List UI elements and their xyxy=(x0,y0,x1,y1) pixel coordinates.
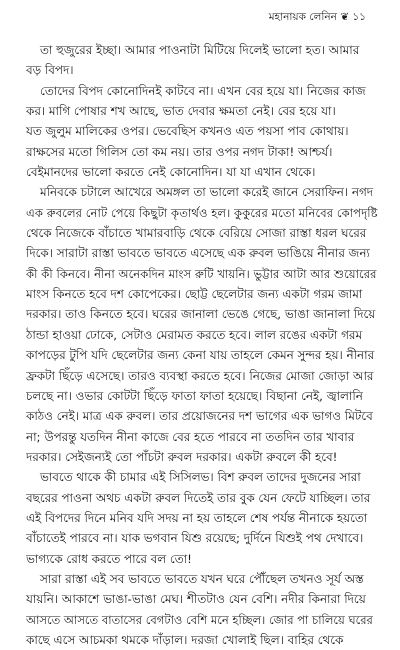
running-head: মহানায়ক লেনিন ❦ ১১ xyxy=(268,11,366,23)
text-line: বছরের পাওনা অথচ একটা রুবল দিতেই তার বুক যেন ফেটে যাচ্ছিল। তার xyxy=(26,490,371,505)
text-line: তোদের বিপদ কোনোদিনই কাটবে না। এখন বের হয়ে যা। নিজের কাজ xyxy=(40,83,366,98)
text-line: যায়নি। আকাশে ভাঙা-ভাঙা মেঘ। শীতটাও যেন বেশি। নদীর কিনারা দিয়ে xyxy=(26,592,366,607)
text-line: যত জুলুম মালিকের ওপর। ভেবেছিস কখনও এত পয়সা পাব কোথায়। xyxy=(26,124,349,139)
text-line: মাংস কিনতে হবে দশ কোপেকের। ছোট্ট ছেলেটার জন্য একটা গরম জামা xyxy=(26,287,363,302)
text-line: ভাবতে থাকে কী চামার এই সিসিলভ। বিশ রুবল তাদের দুজনের সারা xyxy=(40,470,361,485)
text-line: কী কী কিনবে। নীনা অনেকদিন মাংস রুটি খায়নি। ভুট্টার আটা আর শুয়োরের xyxy=(26,266,377,281)
text-line: না; উপরন্তু যতদিন নীনা কাজে বের হতে পারবে না ততদিন তার খাবার xyxy=(26,429,355,444)
text-line: দরকার। সেইজন্যই তো পাঁচটা রুবল দরকার। একটা রুবলে কী হবে! xyxy=(26,449,338,464)
text-line: সারা রাস্তা এই সব ভাবতে ভাবতে যখন ঘরে পৌঁছেল তখনও সূর্য অস্ত xyxy=(40,571,364,586)
text-line: আসতে আসতে বাতাসের বেগটাও বেশি মনে হচ্ছিল। জোর পা চালিয়ে ঘরের xyxy=(26,612,373,627)
text-line: রাক্ষসের মতো গিলিস তো কম নয়। তার ওপর নগদ টাকা! আশ্চর্য। xyxy=(26,144,333,159)
text-line: কাপড়ের টুপি যদি ছেলেটার জন্য কেনা যায় তাহলে কেমন সুন্দর হয়। নীনার xyxy=(26,348,375,363)
text-line: ভাগ্যকে রোধ করতে পারে বল তো! xyxy=(26,551,192,566)
text-line: বেইমানদের ভালো করতে নেই কোনোদিন। যা যা এখান থেকে। xyxy=(26,165,316,180)
text-line: এই বিপদের দিনে মনিব যদি সদয় না হয় তাহলে শেষ পর্যন্ত নীনাকে হয়তো xyxy=(26,510,368,525)
text-line: কর। মাগি পোষার শখ আছে, ভাত দেবার ক্ষমতা নেই। বের হয়ে যা। xyxy=(26,104,336,119)
text-line: দিকে। সারাটা রাস্তা ভাবতে ভাবতে এসেছে এক রুবল ভাঙিয়ে নীনার জন্য xyxy=(26,246,370,261)
text-line: দরকার। তাও কিনতে হবে। ঘরের জানালা ভেঙে গেছে, ভাঙা জানালা দিয়ে xyxy=(26,307,376,322)
text-line: বড় বিপদ। xyxy=(26,63,74,78)
text-line: কাছে এসে আচমকা থমকে দাঁড়াল। দরজা খোলাই ছিল। বাহির থেকে xyxy=(26,632,344,647)
text-line: তা হুজুরের ইচ্ছা। আমার পাওনাটা মিটিয়ে দিলেই ভালো হত। আমার xyxy=(40,43,360,57)
text-line: চলছে না। ওভার কোটটা ছিঁড়ে ফাতা ফাতা হয়েছে। বিছানা নেই, জ্বালানি xyxy=(26,388,363,403)
text-line: ফ্রকটা ছিঁড়ে এসেছে। তারও ব্যবস্থা করতে হবে। নিজের মোজা জোড়া আর xyxy=(26,368,374,383)
text-line: মনিবকে চটালে আখেরে অমঙ্গল তা ভালো করেই জানে সেরাফিন। নগদ xyxy=(40,185,374,200)
text-line: থেকে নিজেকে বাঁচাতে খামারবাড়ি থেকে বেরিয়ে সোজা রাস্তা ধরল ঘরের xyxy=(26,226,367,241)
text-line: বাঁচাতেই পারবে না। যাক ভগবান যিশু রয়েছে; দুর্দিনে যিশুই পথ দেখাবে। xyxy=(26,531,364,546)
body-text xyxy=(26,40,378,650)
text-line: কাঠও নেই। মাত্র এক রুবল। তার প্রয়োজনের দশ ভাগের এক ভাগও মিটবে xyxy=(26,409,373,424)
text-line: ঠান্ডা হাওয়া ঢোকে, সেটাও মেরামত করতে হবে। লাল রঙের একটা গরম xyxy=(26,327,363,342)
text-line: এক রুবলের নোট পেয়ে কিছুটা কৃতার্থও হল। কুকুরের মতো মনিবের কোপদৃষ্টি xyxy=(26,205,378,220)
